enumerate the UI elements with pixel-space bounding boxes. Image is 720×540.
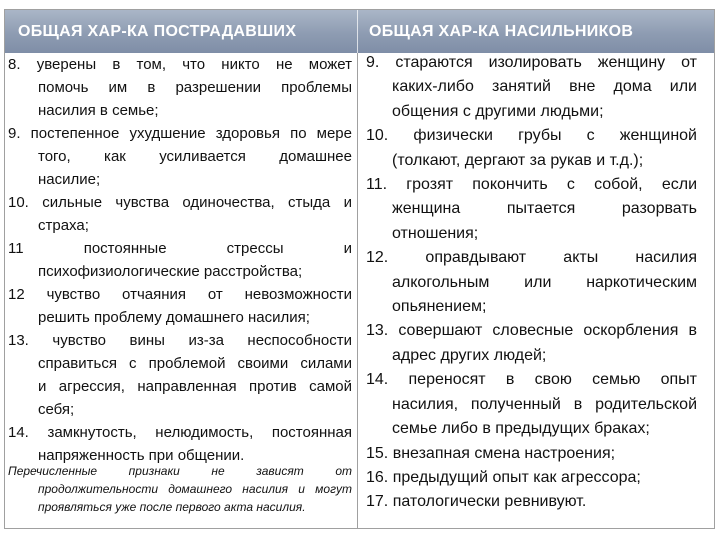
item-number: 11. xyxy=(366,176,388,194)
victim-trait-12 xyxy=(8,283,352,329)
item-line: справиться с проблемой своими силами xyxy=(38,355,352,372)
victim-trait-11 xyxy=(8,237,352,283)
item-line xyxy=(366,442,697,466)
item-line: помочь им в разрешении проблемы xyxy=(38,79,352,96)
item-text: оправдывают акты насилия xyxy=(425,249,697,267)
victim-trait-8 xyxy=(8,53,352,122)
item-line: женщина пытается разорвать xyxy=(392,200,697,218)
item-number: 13. xyxy=(366,322,389,340)
abusers-column xyxy=(366,51,697,515)
item-line xyxy=(366,51,697,75)
victim-trait-13 xyxy=(8,329,352,421)
item-number: 14. xyxy=(8,424,29,441)
abuser-trait-14 xyxy=(366,368,697,441)
victims-column xyxy=(8,53,352,467)
item-line: алкогольным или наркотическим xyxy=(392,273,697,291)
item-text: уверены в том, что никто не может xyxy=(36,56,353,73)
item-text: физически грубы с женщиной xyxy=(413,127,697,145)
item-line: насилия в семье; xyxy=(38,102,159,119)
victims-note xyxy=(8,462,352,516)
item-number: 10. xyxy=(8,194,29,211)
item-number: 11 xyxy=(8,240,24,257)
item-text: совершают словесные оскорбления в xyxy=(398,322,697,340)
item-line: опьянением; xyxy=(392,298,487,316)
header-victims: ОБЩАЯ ХАР-КА ПОСТРАДАВШИХ xyxy=(18,23,297,40)
victim-trait-14 xyxy=(8,421,352,467)
item-number: 8. xyxy=(8,56,21,73)
column-divider xyxy=(357,53,358,528)
item-number: 15. xyxy=(366,444,389,462)
item-text: постоянные стрессы и xyxy=(83,240,353,257)
item-line xyxy=(8,191,352,214)
item-line: (толкают, дергают за рукав и т.д.); xyxy=(392,151,644,169)
item-line xyxy=(8,53,352,76)
header-abusers: ОБЩАЯ ХАР-КА НАСИЛЬНИКОВ xyxy=(369,23,634,40)
item-line xyxy=(366,368,697,392)
item-line: отношения; xyxy=(392,224,479,242)
item-text: стараются изолировать женщину от xyxy=(395,54,697,71)
item-number: 12. xyxy=(366,249,389,267)
item-line xyxy=(366,490,697,514)
item-number: 16. xyxy=(366,468,389,486)
abuser-trait-16 xyxy=(366,466,697,490)
item-text: внезапная смена настроения; xyxy=(392,444,616,462)
victim-trait-10 xyxy=(8,191,352,237)
item-line xyxy=(8,329,352,352)
note-line: проявляться уже после первого акта насилия. xyxy=(38,500,306,514)
item-line xyxy=(366,246,697,270)
abuser-trait-10 xyxy=(366,124,697,173)
item-line: себя; xyxy=(38,401,75,418)
item-text: замкнутость, нелюдимость, постоянная xyxy=(47,424,352,441)
table-header-row xyxy=(5,10,714,53)
item-number: 17. xyxy=(366,493,389,511)
item-line: каких-либо занятий вне дома или xyxy=(392,78,697,96)
item-line: психофизиологические расстройства; xyxy=(38,263,303,280)
abuser-trait-11 xyxy=(366,173,697,246)
item-line xyxy=(366,466,697,490)
item-text: переносят в свою семью опыт xyxy=(408,371,697,389)
item-number: 12 xyxy=(8,286,25,303)
item-line: напряженность при общении. xyxy=(38,447,245,464)
item-text: чувство вины из-за неспособности xyxy=(52,332,352,349)
abuser-trait-15 xyxy=(366,442,697,466)
item-line xyxy=(8,237,352,260)
item-line: и агрессия, направленная против самой xyxy=(38,378,352,395)
item-number: 9. xyxy=(8,125,21,142)
header-divider xyxy=(357,10,358,53)
abuser-trait-9 xyxy=(366,51,697,124)
item-number: 9. xyxy=(366,54,380,71)
item-line xyxy=(366,124,697,148)
item-text: патологически ревнивуют. xyxy=(392,493,587,511)
note-line: Перечисленные признаки не зависят от xyxy=(8,464,352,478)
item-text: грозят покончить с собой, если xyxy=(406,176,698,194)
item-number: 14. xyxy=(366,371,389,389)
abuser-trait-17 xyxy=(366,490,697,514)
item-number: 13. xyxy=(8,332,29,349)
item-line: насилия, полученный в родительской xyxy=(392,395,697,413)
item-line xyxy=(8,122,352,145)
note-line: продолжительности домашнего насилия и могут xyxy=(38,482,352,496)
item-line: решить проблему домашнего насилия; xyxy=(38,309,310,326)
item-line xyxy=(8,283,352,306)
item-line xyxy=(366,319,697,343)
item-number: 10. xyxy=(366,127,389,145)
item-line: адрес других людей; xyxy=(392,346,547,364)
item-text: чувство отчаяния от невозможности xyxy=(46,286,352,303)
abuser-trait-13 xyxy=(366,319,697,368)
item-line: страха; xyxy=(38,217,89,234)
item-line: насилие; xyxy=(38,171,101,188)
victim-trait-9 xyxy=(8,122,352,191)
item-text: сильные чувства одиночества, стыда и xyxy=(42,194,352,211)
abuser-trait-12 xyxy=(366,246,697,319)
item-text: предыдущий опыт как агрессора; xyxy=(392,468,641,486)
item-line xyxy=(8,421,352,444)
item-line: общения с другими людьми; xyxy=(392,102,604,120)
item-line: семье либо в предыдущих браках; xyxy=(392,420,650,438)
item-text: постепенное ухудшение здоровья по мере xyxy=(30,125,352,142)
item-line xyxy=(366,173,697,197)
item-line: того, как усиливается домашнее xyxy=(38,148,352,165)
